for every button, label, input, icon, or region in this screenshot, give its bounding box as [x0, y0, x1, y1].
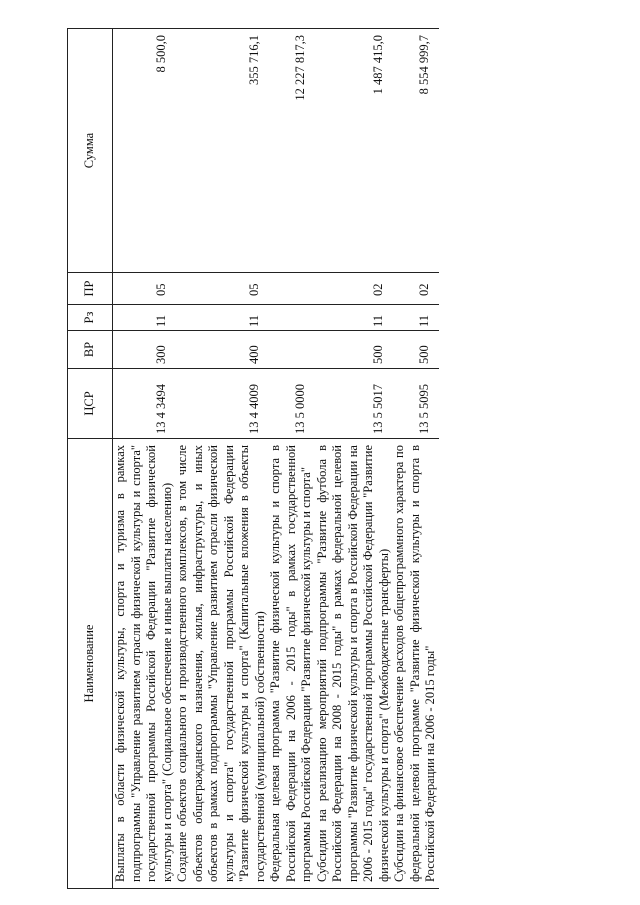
table-row	[315, 29, 393, 889]
budget-table	[67, 28, 439, 889]
table-row	[113, 29, 176, 889]
header-pr: ПР	[68, 273, 113, 305]
row-pr: 05	[113, 273, 176, 305]
table-row	[392, 29, 439, 889]
row-csr: 13 5 5095	[392, 369, 439, 439]
table-row	[175, 29, 268, 889]
row-pr: 02	[315, 273, 393, 305]
row-rz	[268, 305, 315, 331]
row-name: Федеральная целевая программа "Развитие физической культуры и спорта в Российской Федерации на 2006 - 2015 годы" в рамках государственной программы Российской Федерации "Развитие физической культуры и спорта"	[268, 439, 315, 889]
row-vr: 400	[175, 331, 268, 369]
row-csr: 13 4 4009	[175, 369, 268, 439]
row-sum: 8 554 999,7	[392, 29, 439, 273]
row-csr: 13 4 3494	[113, 369, 176, 439]
header-csr: ЦСР	[68, 369, 113, 439]
header-vr: ВР	[68, 331, 113, 369]
header-sum: Сумма	[68, 29, 113, 273]
row-name: Субсидии на реализацию мероприятий подпрограммы "Развитие футбола в Российской Федерации на 2008 - 2015 годы" в рамках федеральной целевой программы "Развитие физической культуры и спорта в Российской Федерации на 2006 - 2015 годы" государственной программы Российской Федерации "Развитие физической культуры и спорта" (Межбюджетные трансферты)	[315, 439, 393, 889]
rotated-table-page	[67, 29, 589, 889]
row-vr	[268, 331, 315, 369]
row-name: Создание объектов социального и производственного комплексов, в том числе объектов общегражданского назначения, жилья, инфраструктуры, и иных объектов в рамках подпрограммы "Управление развитием отрасли физической культуры и спорта" государственной программы Российской Федерации "Развитие физической культуры и спорта" (Капитальные вложения в объекты государственной (муниципальной) собственности)	[175, 439, 268, 889]
row-vr: 500	[392, 331, 439, 369]
row-vr: 500	[315, 331, 393, 369]
row-sum: 355 716,1	[175, 29, 268, 273]
row-sum: 8 500,0	[113, 29, 176, 273]
row-pr: 02	[392, 273, 439, 305]
table-header-row	[68, 29, 113, 889]
row-name: Выплаты в области физической культуры, спорта и туризма в рамках подпрограммы "Управление развитием отрасли физической культуры и спорта" государственной программы Российской Федерации "Развитие физической культуры и спорта" (Социальное обеспечение и иные выплаты населению)	[113, 439, 176, 889]
row-vr: 300	[113, 331, 176, 369]
row-rz: 11	[113, 305, 176, 331]
row-csr: 13 5 5017	[315, 369, 393, 439]
row-rz: 11	[392, 305, 439, 331]
table-row	[268, 29, 315, 889]
row-sum: 12 227 817,3	[268, 29, 315, 273]
row-pr	[268, 273, 315, 305]
header-name: Наименование	[68, 439, 113, 889]
row-pr: 05	[175, 273, 268, 305]
row-csr: 13 5 0000	[268, 369, 315, 439]
row-name: Субсидии на финансовое обеспечение расходов общепрограммного характера по федеральной целевой программе "Развитие физической культуры и спорта в Российской Федерации на 2006 - 2015 годы"	[392, 439, 439, 889]
row-rz: 11	[175, 305, 268, 331]
header-rz: Рз	[68, 305, 113, 331]
row-sum: 1 487 415,0	[315, 29, 393, 273]
row-rz: 11	[315, 305, 393, 331]
